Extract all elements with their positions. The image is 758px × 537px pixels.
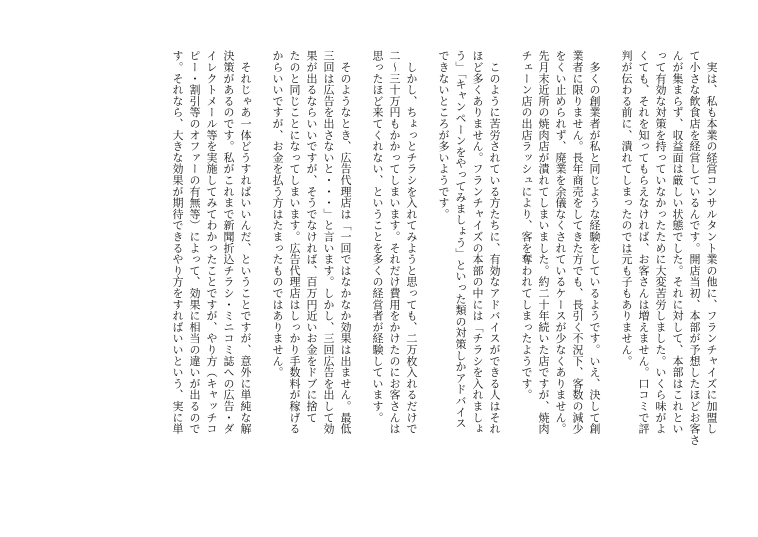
vertical-text-body bbox=[38, 50, 720, 460]
text-line: 果が出るならいいですが、そうでなければ、百万円近いお金をドブに捨て bbox=[305, 50, 318, 423]
text-line: 多くの創業者が私と同じような経験をしているようです。いえ、決して創 bbox=[588, 50, 601, 435]
text-line: をくい止められず、廃業を余儀なくされているケースが少なくありません。 bbox=[554, 50, 567, 435]
paragraph-gap bbox=[420, 50, 435, 460]
text-line: ピー・割引等のオファーの有無等）によって、効果に相当の違いが出るので bbox=[188, 50, 201, 435]
text-line: チェーン店の出店ラッシュにより、客を奪われてしまったようです。 bbox=[520, 50, 533, 401]
text-line: 三回は広告を出さないと・・・」と言います。しかし、三回広告を出して効 bbox=[322, 50, 335, 435]
text-line: くても、それを知ってもらえなければ、お客さんは増えません。口コミで評 bbox=[637, 50, 650, 435]
text-line: 二〜三十万円もかかってしまいます。それだけ費用をかけたのにお客さんは bbox=[388, 50, 401, 435]
text-line: 先月末近所の焼肉店が潰れてしまいました。約二十年続いた店ですが、焼肉 bbox=[537, 50, 550, 435]
text-line: う」「キャンペーンをやってみましょう」といった類の対策しかアドバイス bbox=[454, 50, 467, 429]
paragraph-gap bbox=[603, 50, 618, 460]
text-line: そのようなとき、広告代理店は「一回ではなかなか効果は出ません。最低 bbox=[339, 50, 352, 435]
text-line: んが集まらず、収益面は厳しい状態でした。それに対して、本部はこれとい bbox=[671, 50, 684, 435]
text-line: からいいですが、お金を払う方はたまったものではありません。 bbox=[271, 50, 284, 378]
text-line: 業者に限りません。長年商売をしてきた方でも、長引く不況下、客数の減少 bbox=[571, 50, 584, 435]
text-line: このように苦労されている方たちに、有効なアドバイスができる人はそれ bbox=[488, 50, 501, 435]
text-line: イレクトメール等を実施してみてわかったことですが、やり方（キャッチコ bbox=[205, 50, 218, 435]
paragraph-gap bbox=[254, 50, 269, 460]
text-line: て小さな飲食店を経営しているんです。開店当初、本部が予想したほどお客さ bbox=[688, 50, 701, 446]
paragraph-gap bbox=[354, 50, 369, 460]
text-line: ほど多くありません。フランチャイズの本部の中には「チラシを入れましょ bbox=[471, 50, 484, 435]
text-line: それじゃあ一体どうすればいいんだ、ということですが、意外に単純な解 bbox=[239, 50, 252, 435]
text-line: 判が伝わる前に、潰れてしまったのでは元も子もありません。 bbox=[620, 50, 633, 367]
paragraph-gap bbox=[503, 50, 518, 460]
text-line: できないところが多いようです。 bbox=[437, 50, 450, 220]
text-line: す。それなら、大きな効果が期待できるやり方をすればいいという、実に単 bbox=[171, 50, 184, 435]
text-line: しかし、ちょっとチラシを入れてみようと思っても、二万枚入れるだけで bbox=[405, 50, 418, 435]
text-line: って有効な対策を持っていなかったために大変苦労しました。いくら味がよ bbox=[654, 50, 667, 435]
text-line: 思ったほど来てくれない、ということを多くの経営者が経験しています。 bbox=[371, 50, 384, 423]
text-line: たのと同じことになってしまいます。広告代理店はしっかり手数料が稼げる bbox=[288, 50, 301, 435]
text-line: 実は、私も本業の経営コンサルタント業の他に、フランチャイズに加盟し bbox=[705, 50, 718, 435]
text-line: 決策があるのです。私がこれまで新聞折込チラシ・ミニコミ誌への広告・ダ bbox=[222, 50, 235, 435]
